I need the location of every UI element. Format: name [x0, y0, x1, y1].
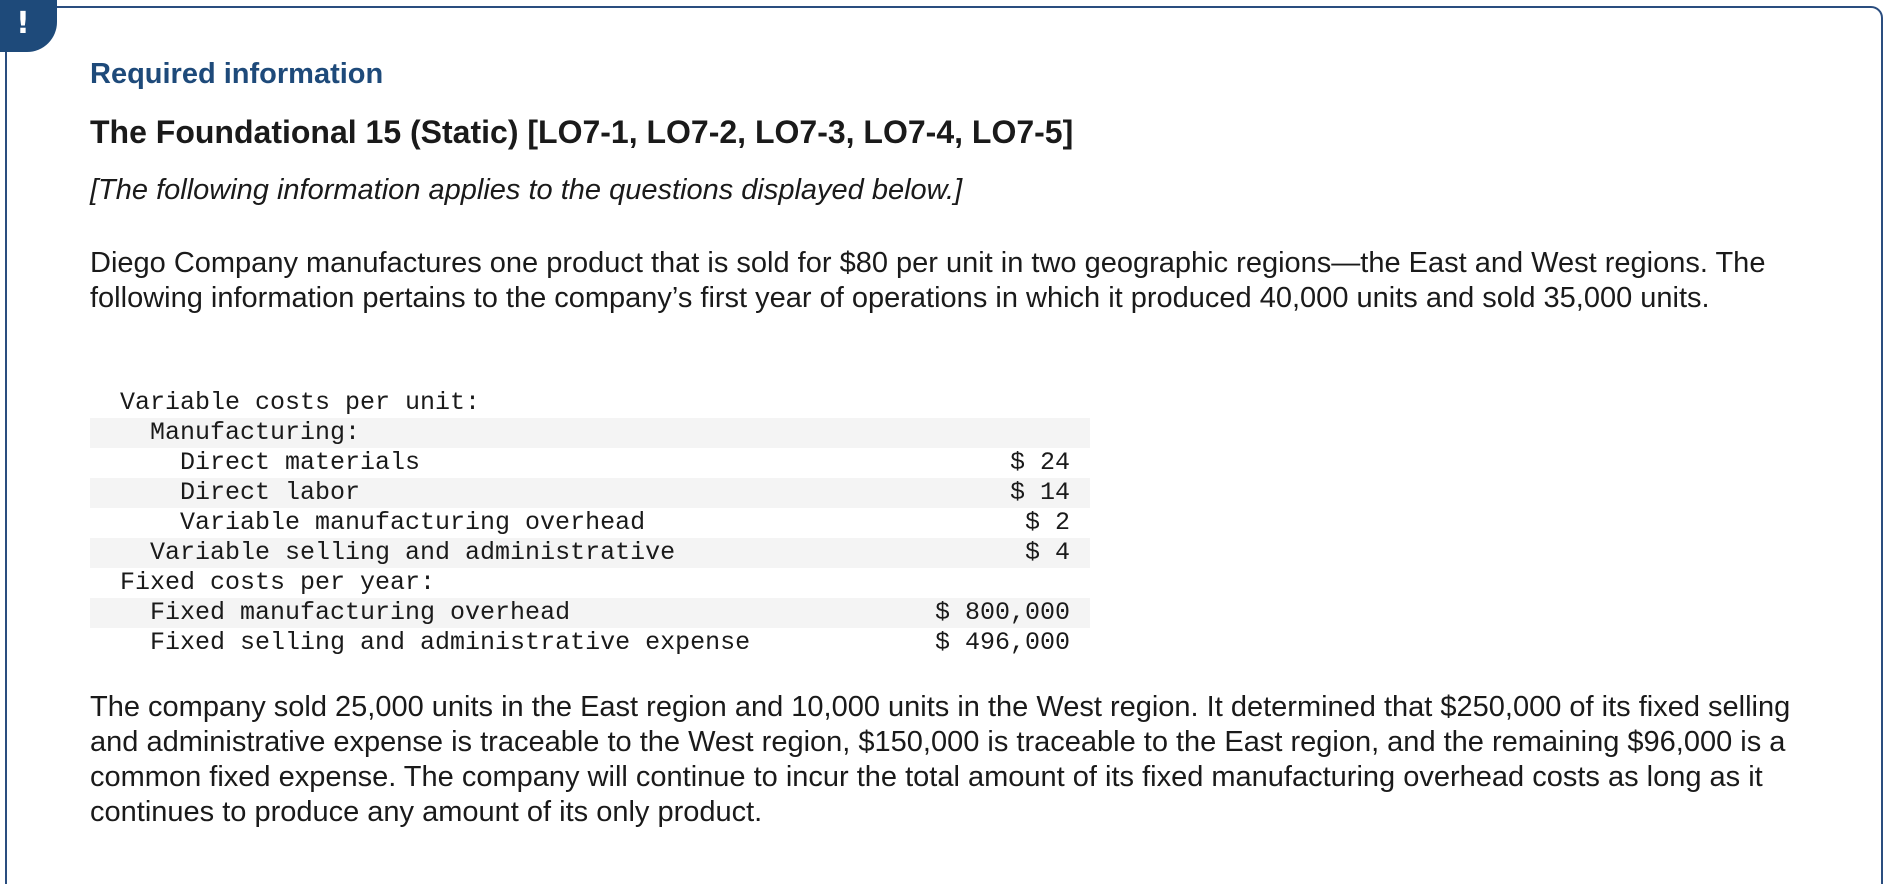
table-row	[90, 568, 1090, 598]
row-amount: $ 800,000	[935, 598, 1090, 628]
problem-subtitle: [The following information applies to the questions displayed below.]	[90, 174, 963, 206]
row-label: Fixed costs per year:	[120, 568, 436, 597]
row-label: Fixed manufacturing overhead	[90, 598, 935, 628]
row-label: Variable selling and administrative	[90, 538, 935, 568]
table-row	[90, 388, 1090, 418]
table-row	[90, 538, 1090, 568]
row-amount: $ 4	[935, 538, 1090, 568]
row-label: Variable costs per unit:	[120, 388, 481, 417]
row-amount: $ 496,000	[934, 628, 1070, 657]
row-amount	[935, 568, 1090, 598]
row-label: Fixed selling and administrative expense	[150, 628, 751, 657]
row-amount	[935, 388, 1090, 418]
cost-table	[90, 388, 1090, 658]
problem-title: The Foundational 15 (Static) [LO7-1, LO7-2, LO7-3, LO7-4, LO7-5]	[90, 114, 1074, 150]
row-label: Direct materials	[180, 448, 421, 477]
exclamation-icon: !	[0, 0, 57, 52]
row-label: Manufacturing:	[90, 418, 935, 448]
table-row	[90, 508, 1090, 538]
table-row	[90, 628, 1090, 658]
row-amount: $ 14	[935, 478, 1090, 508]
table-row	[90, 418, 1090, 448]
row-amount: $ 24	[1009, 448, 1070, 477]
closing-paragraph: The company sold 25,000 units in the East region and 10,000 units in the West region. It determined that $250,000 of its fixed selling and administrative expense is traceable to the West region, $150,000 is traceable to the East region, and the remaining $96,000 is a common fixed expense. The company will continue to incur the total amount of its fixed manufacturing overhead costs as long as it continues to produce any amount of its only product.	[90, 691, 1791, 828]
row-label: Direct labor	[90, 478, 935, 508]
row-amount: $ 2	[1024, 508, 1070, 537]
table-row	[90, 598, 1090, 628]
intro-paragraph: Diego Company manufactures one product that is sold for $80 per unit in two geographic regions—the East and West regions. The following information pertains to the company’s first year of operations in which it produced 40,000 units and sold 35,000 units.	[90, 247, 1766, 314]
required-information-label: Required information	[90, 58, 384, 90]
row-amount	[935, 418, 1090, 448]
table-row	[90, 478, 1090, 508]
row-label: Variable manufacturing overhead	[180, 508, 646, 537]
table-row	[90, 448, 1090, 478]
